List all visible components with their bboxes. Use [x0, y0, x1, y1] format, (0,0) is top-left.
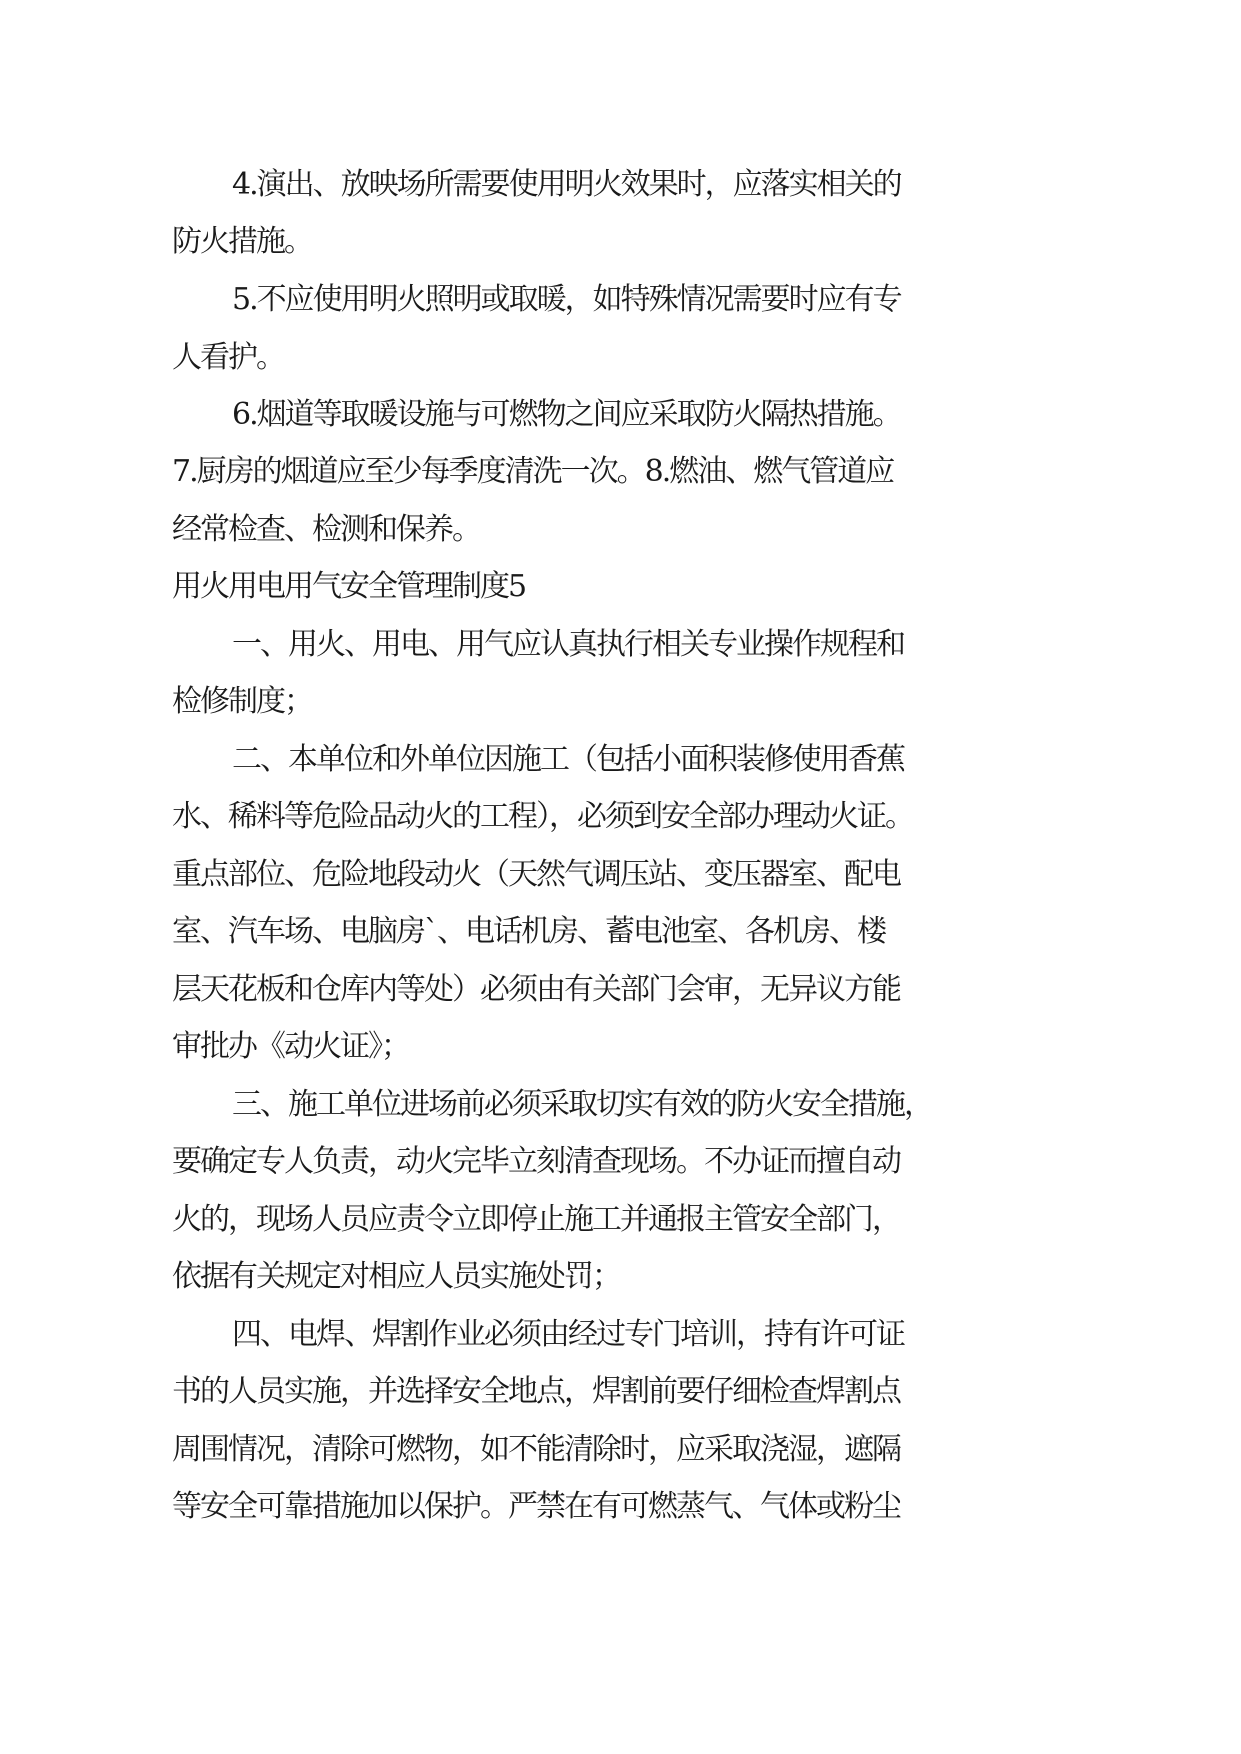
text-line: 周围情况，清除可燃物，如不能清除时，应采取浇湿，遮隔 [172, 1432, 900, 1467]
text-line: 一、用火、用电、用气应认真执行相关专业操作规程和 [232, 627, 904, 662]
text-line: 7.厨房的烟道应至少每季度清洗一次。8.燃油、燃气管道应 [172, 454, 894, 489]
text-line: 室、汽车场、电脑房`、电话机房、蓄电池室、各机房、楼 [172, 914, 885, 949]
text-line: 书的人员实施，并选择安全地点，焊割前要仔细检查焊割点 [172, 1374, 900, 1409]
text-line: 5.不应使用明火照明或取暖，如特殊情况需要时应有专 [232, 282, 901, 317]
text-line: 经常检查、检测和保养。 [172, 512, 480, 547]
text-line: 防火措施。 [172, 224, 312, 259]
text-line: 4.演出、放映场所需要使用明火效果时，应落实相关的 [232, 167, 901, 202]
text-line: 人看护。 [172, 340, 284, 375]
text-line: 层天花板和仓库内等处）必须由有关部门会审，无异议方能 [172, 972, 900, 1007]
text-line: 三、施工单位进场前必须采取切实有效的防火安全措施， [232, 1087, 932, 1122]
text-line: 重点部位、危险地段动火（天然气调压站、变压器室、配电 [172, 857, 900, 892]
text-line: 检修制度； [172, 684, 312, 719]
section-heading: 用火用电用气安全管理制度5 [172, 569, 526, 604]
text-line: 四、电焊、焊割作业必须由经过专门培训，持有许可证 [232, 1317, 904, 1352]
text-line: 6.烟道等取暖设施与可燃物之间应采取防火隔热措施。 [232, 397, 901, 432]
text-line: 等安全可靠措施加以保护。严禁在有可燃蒸气、气体或粉尘 [172, 1489, 900, 1524]
text-line: 二、本单位和外单位因施工（包括小面积装修使用香蕉 [232, 742, 904, 777]
text-line: 审批办《动火证》； [172, 1029, 409, 1064]
text-line: 水、稀料等危险品动火的工程），必须到安全部办理动火证。 [172, 799, 913, 834]
text-line: 依据有关规定对相应人员实施处罚； [172, 1259, 620, 1294]
text-line: 要确定专人负责，动火完毕立刻清查现场。不办证而擅自动 [172, 1144, 900, 1179]
text-line: 火的，现场人员应责令立即停止施工并通报主管安全部门， [172, 1202, 900, 1237]
